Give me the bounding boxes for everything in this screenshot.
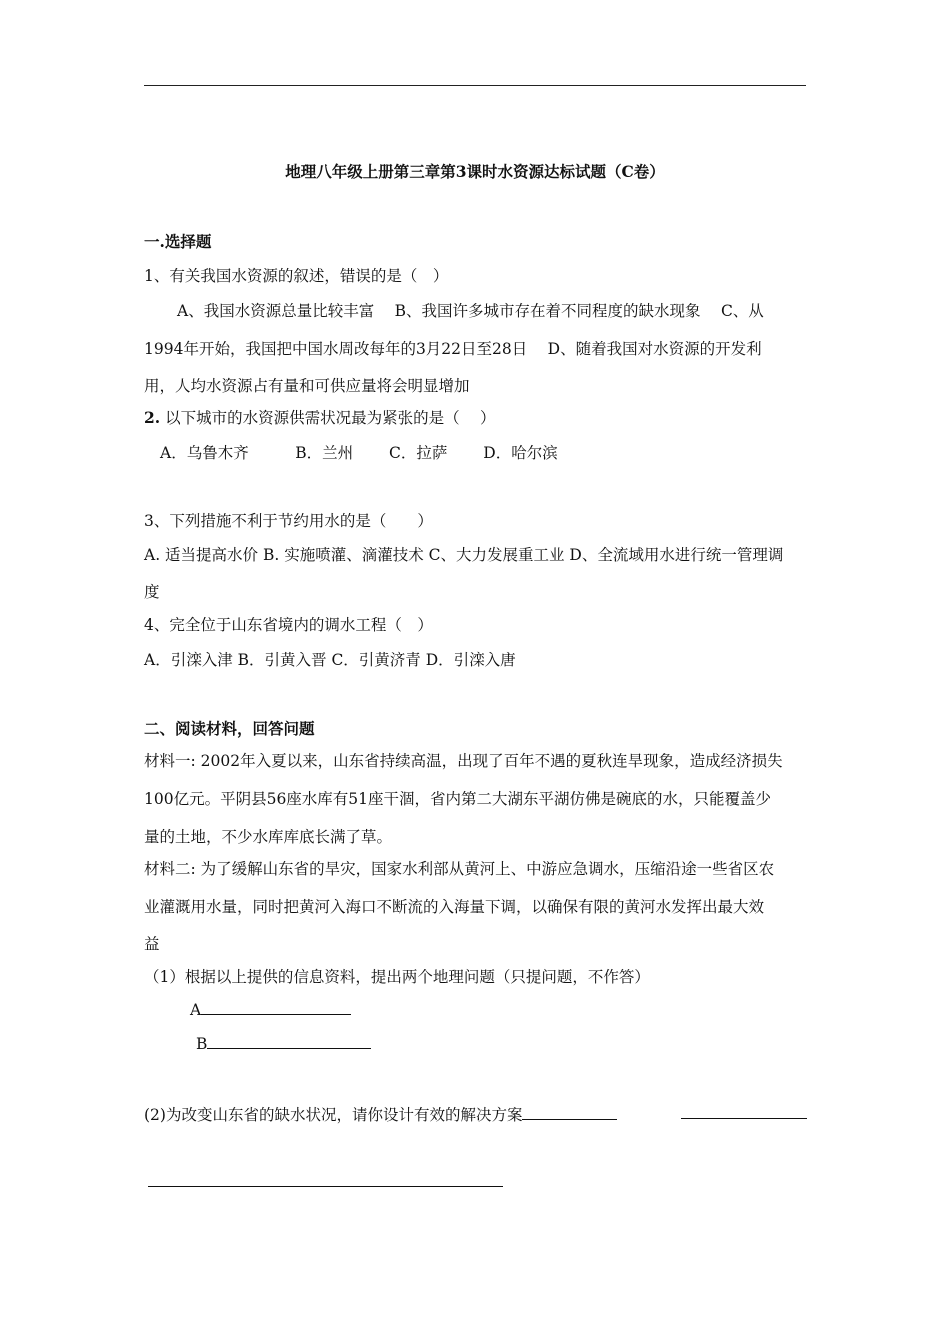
solution-blank-1[interactable] xyxy=(522,1105,617,1120)
solution-blank-2[interactable] xyxy=(681,1118,807,1119)
q3-options-line1: A. 适当提高水价 B. 实施喷灌、滴灌技术 C、大力发展重工业 D、全流域用水进行统一管理调 xyxy=(144,546,784,564)
q1-options-line1: A、我国水资源总量比较丰富 B、我国许多城市存在着不同程度的缺水现象 C、从 xyxy=(177,302,764,320)
reading-q1-stem: （1）根据以上提供的信息资料，提出两个地理问题（只提问题，不作答） xyxy=(144,968,650,986)
material2-line2: 业灌溉用水量，同时把黄河入海口不断流的入海量下调，以确保有限的黄河水发挥出最大效 xyxy=(144,898,765,916)
q1-stem: 1、有关我国水资源的叙述，错误的是（ ） xyxy=(144,267,449,285)
answer-b-blank[interactable] xyxy=(207,1034,371,1049)
section2-heading: 二、阅读材料，回答问题 xyxy=(144,719,315,738)
q2-options: A．乌鲁木齐 B．兰州 C．拉萨 D．哈尔滨 xyxy=(160,444,558,462)
material2-line3: 益 xyxy=(144,935,160,953)
q1-options-line2: 1994年开始，我国把中国水周改每年的3月22日至28日 D、随着我国对水资源的开发利 xyxy=(144,340,762,358)
q4-stem: 4、完全位于山东省境内的调水工程（ ） xyxy=(144,616,433,634)
header-rule xyxy=(144,85,806,86)
answer-b-row xyxy=(196,1034,371,1053)
q3-stem: 3、下列措施不利于节约用水的是（ ） xyxy=(144,512,433,530)
answer-b-label: B xyxy=(196,1035,208,1053)
answer-a-label: A xyxy=(190,1001,202,1019)
q2-number: 2. xyxy=(144,408,161,427)
answer-a-blank[interactable] xyxy=(201,1000,351,1015)
reading-q2-stem: (2)为改变山东省的缺水状况，请你设计有效的解决方案 xyxy=(144,1106,523,1124)
section1-heading: 一.选择题 xyxy=(144,232,212,251)
reading-q2-row xyxy=(144,1103,617,1125)
page-title: 地理八年级上册第三章第3课时水资源达标试题（C卷） xyxy=(285,162,665,181)
q2-stem xyxy=(144,406,496,428)
material1-line3: 量的土地，不少水库库底长满了草。 xyxy=(144,828,393,846)
material2-line1: 材料二: 为了缓解山东省的旱灾，国家水利部从黄河上、中游应急调水，压缩沿途一些省区农 xyxy=(144,860,775,878)
material1-line1: 材料一: 2002年入夏以来，山东省持续高温，出现了百年不遇的夏秋连旱现象，造成经济损失 xyxy=(144,752,783,770)
solution-blank-3[interactable] xyxy=(148,1186,503,1187)
answer-a-row xyxy=(190,1000,351,1019)
q3-options-line2: 度 xyxy=(144,583,160,601)
q1-options-line3: 用，人均水资源占有量和可供应量将会明显增加 xyxy=(144,377,470,395)
material1-line2: 100亿元。平阴县56座水库有51座干涸，省内第二大湖东平湖仿佛是碗底的水，只能覆盖少 xyxy=(144,790,772,808)
q4-options: A．引滦入津 B．引黄入晋 C．引黄济青 D．引滦入唐 xyxy=(144,651,516,669)
q2-stem-text: 以下城市的水资源供需状况最为紧张的是（ ） xyxy=(160,409,496,427)
